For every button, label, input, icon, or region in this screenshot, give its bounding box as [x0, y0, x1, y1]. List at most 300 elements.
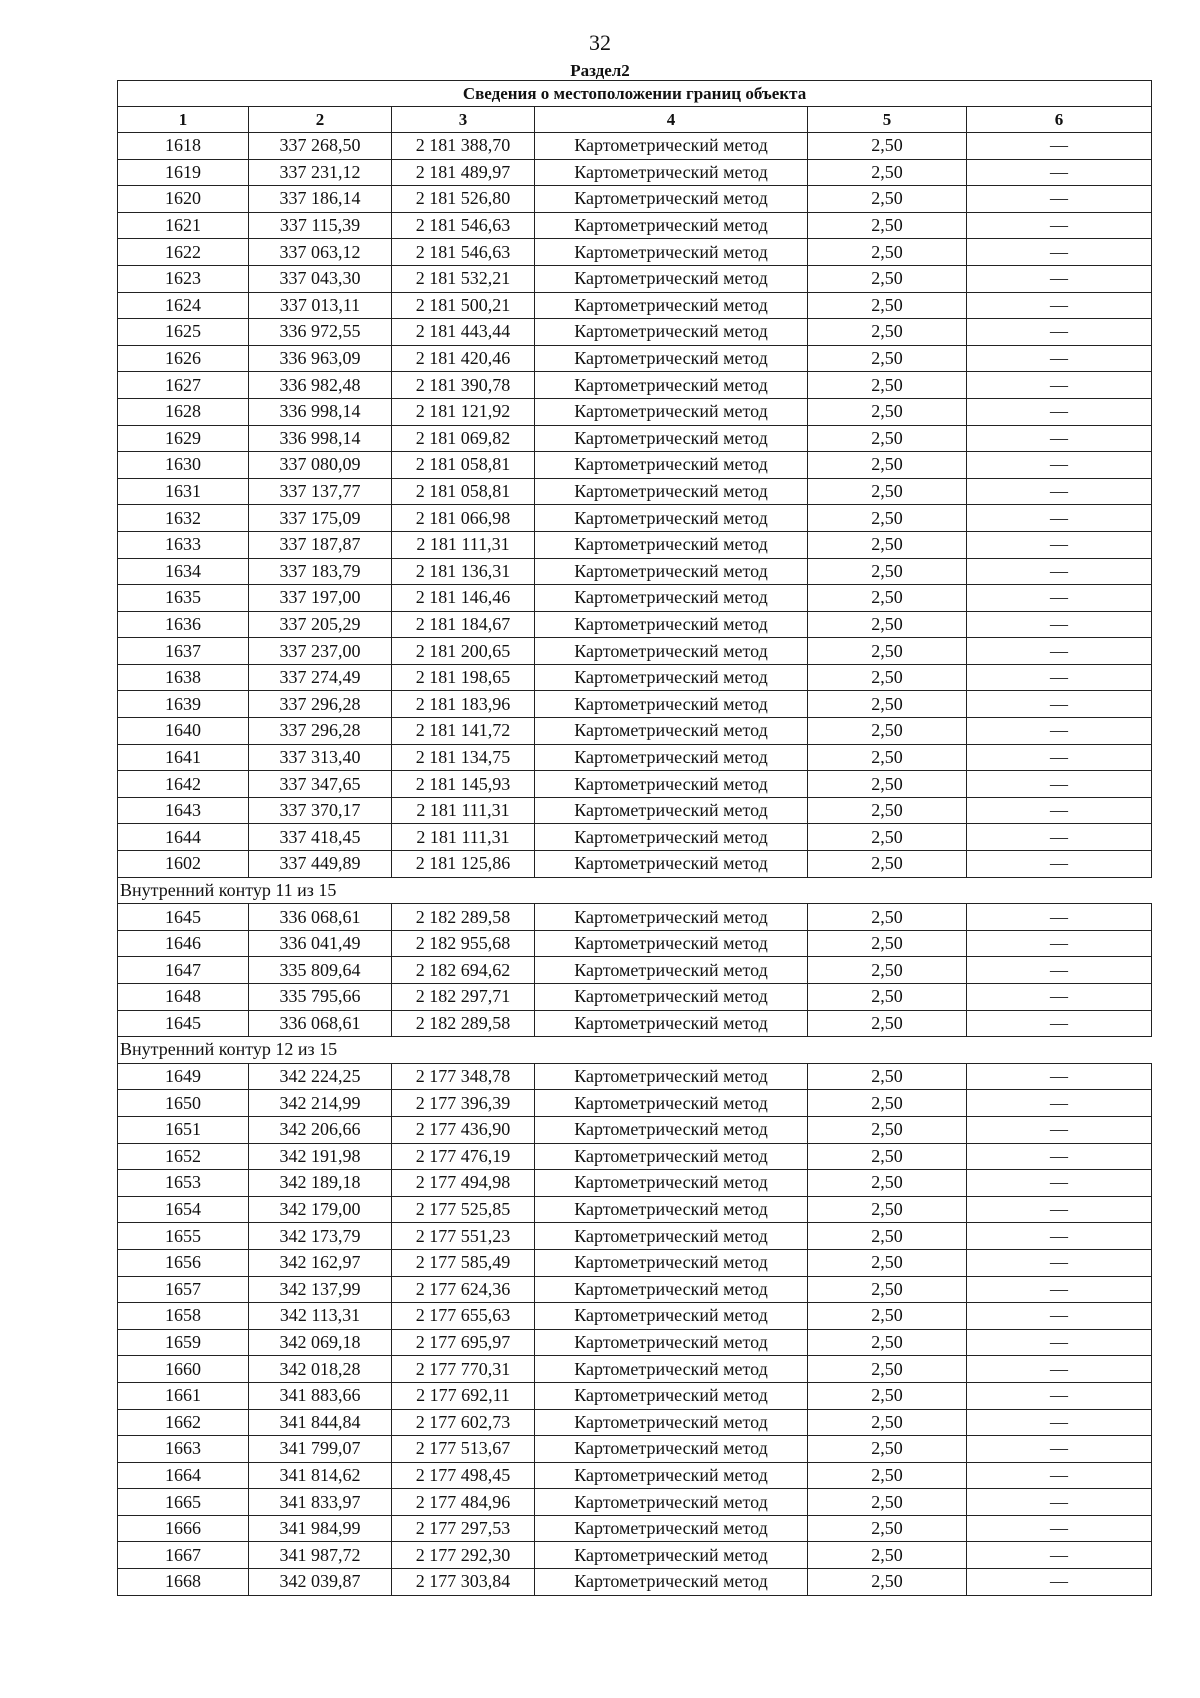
accuracy-cell: 2,50	[808, 904, 967, 931]
table-row	[118, 1489, 1152, 1516]
point-number-cell: 1661	[118, 1382, 249, 1409]
x-coordinate-cell: 337 205,29	[249, 611, 392, 638]
table-row	[118, 1542, 1152, 1569]
description-cell: —	[967, 345, 1152, 372]
method-cell: Картометрический метод	[535, 292, 808, 319]
table-row	[118, 1223, 1152, 1250]
y-coordinate-cell: 2 181 136,31	[392, 558, 535, 585]
table-row	[118, 558, 1152, 585]
description-cell: —	[967, 904, 1152, 931]
y-coordinate-cell: 2 182 289,58	[392, 904, 535, 931]
x-coordinate-cell: 337 197,00	[249, 585, 392, 612]
y-coordinate-cell: 2 181 532,21	[392, 265, 535, 292]
accuracy-cell: 2,50	[808, 159, 967, 186]
point-number-cell: 1631	[118, 478, 249, 505]
method-cell: Картометрический метод	[535, 319, 808, 346]
method-cell: Картометрический метод	[535, 664, 808, 691]
table-row	[118, 824, 1152, 851]
method-cell: Картометрический метод	[535, 1143, 808, 1170]
description-cell: —	[967, 452, 1152, 479]
x-coordinate-cell: 341 799,07	[249, 1436, 392, 1463]
x-coordinate-cell: 342 018,28	[249, 1356, 392, 1383]
point-number-cell: 1654	[118, 1196, 249, 1223]
y-coordinate-cell: 2 181 111,31	[392, 797, 535, 824]
x-coordinate-cell: 337 080,09	[249, 452, 392, 479]
table-row	[118, 1116, 1152, 1143]
x-coordinate-cell: 337 013,11	[249, 292, 392, 319]
y-coordinate-cell: 2 181 066,98	[392, 505, 535, 532]
column-header: 3	[392, 107, 535, 133]
contour-heading-row	[118, 877, 1152, 904]
table-row	[118, 797, 1152, 824]
table-row	[118, 718, 1152, 745]
accuracy-cell: 2,50	[808, 531, 967, 558]
method-cell: Картометрический метод	[535, 452, 808, 479]
x-coordinate-cell: 336 998,14	[249, 425, 392, 452]
table-body	[118, 133, 1152, 1596]
y-coordinate-cell: 2 181 184,67	[392, 611, 535, 638]
x-coordinate-cell: 342 214,99	[249, 1090, 392, 1117]
x-coordinate-cell: 342 189,18	[249, 1170, 392, 1197]
accuracy-cell: 2,50	[808, 1569, 967, 1596]
method-cell: Картометрический метод	[535, 1010, 808, 1037]
x-coordinate-cell: 341 987,72	[249, 1542, 392, 1569]
y-coordinate-cell: 2 177 292,30	[392, 1542, 535, 1569]
point-number-cell: 1656	[118, 1249, 249, 1276]
method-cell: Картометрический метод	[535, 1382, 808, 1409]
method-cell: Картометрический метод	[535, 505, 808, 532]
point-number-cell: 1625	[118, 319, 249, 346]
method-cell: Картометрический метод	[535, 425, 808, 452]
description-cell: —	[967, 1489, 1152, 1516]
accuracy-cell: 2,50	[808, 1303, 967, 1330]
description-cell: —	[967, 1010, 1152, 1037]
table-row	[118, 1303, 1152, 1330]
table-row	[118, 638, 1152, 665]
method-cell: Картометрический метод	[535, 638, 808, 665]
y-coordinate-cell: 2 177 303,84	[392, 1569, 535, 1596]
y-coordinate-cell: 2 181 125,86	[392, 851, 535, 878]
description-cell: —	[967, 585, 1152, 612]
point-number-cell: 1643	[118, 797, 249, 824]
table-row	[118, 1063, 1152, 1090]
method-cell: Картометрический метод	[535, 345, 808, 372]
table-row	[118, 664, 1152, 691]
y-coordinate-cell: 2 182 289,58	[392, 1010, 535, 1037]
description-cell: —	[967, 1436, 1152, 1463]
y-coordinate-cell: 2 181 546,63	[392, 212, 535, 239]
point-number-cell: 1639	[118, 691, 249, 718]
point-number-cell: 1647	[118, 957, 249, 984]
x-coordinate-cell: 336 068,61	[249, 1010, 392, 1037]
method-cell: Картометрический метод	[535, 904, 808, 931]
table-row	[118, 851, 1152, 878]
y-coordinate-cell: 2 177 436,90	[392, 1116, 535, 1143]
y-coordinate-cell: 2 177 494,98	[392, 1170, 535, 1197]
accuracy-cell: 2,50	[808, 1090, 967, 1117]
x-coordinate-cell: 337 043,30	[249, 265, 392, 292]
table-row	[118, 1462, 1152, 1489]
y-coordinate-cell: 2 181 058,81	[392, 452, 535, 479]
table-row	[118, 212, 1152, 239]
description-cell: —	[967, 558, 1152, 585]
table-row	[118, 265, 1152, 292]
description-cell: —	[967, 1090, 1152, 1117]
point-number-cell: 1642	[118, 771, 249, 798]
table-row	[118, 930, 1152, 957]
table-row	[118, 1356, 1152, 1383]
x-coordinate-cell: 337 296,28	[249, 718, 392, 745]
point-number-cell: 1645	[118, 904, 249, 931]
method-cell: Картометрический метод	[535, 691, 808, 718]
accuracy-cell: 2,50	[808, 1276, 967, 1303]
description-cell: —	[967, 372, 1152, 399]
x-coordinate-cell: 336 998,14	[249, 398, 392, 425]
x-coordinate-cell: 341 833,97	[249, 1489, 392, 1516]
point-number-cell: 1668	[118, 1569, 249, 1596]
table-row	[118, 372, 1152, 399]
x-coordinate-cell: 336 972,55	[249, 319, 392, 346]
point-number-cell: 1659	[118, 1329, 249, 1356]
table-row	[118, 531, 1152, 558]
y-coordinate-cell: 2 177 602,73	[392, 1409, 535, 1436]
column-header: 1	[118, 107, 249, 133]
y-coordinate-cell: 2 181 500,21	[392, 292, 535, 319]
accuracy-cell: 2,50	[808, 771, 967, 798]
table-row	[118, 505, 1152, 532]
accuracy-cell: 2,50	[808, 1196, 967, 1223]
accuracy-cell: 2,50	[808, 638, 967, 665]
method-cell: Картометрический метод	[535, 1303, 808, 1330]
x-coordinate-cell: 342 224,25	[249, 1063, 392, 1090]
method-cell: Картометрический метод	[535, 1436, 808, 1463]
point-number-cell: 1637	[118, 638, 249, 665]
method-cell: Картометрический метод	[535, 1223, 808, 1250]
point-number-cell: 1640	[118, 718, 249, 745]
table-row	[118, 1170, 1152, 1197]
accuracy-cell: 2,50	[808, 691, 967, 718]
table-row	[118, 1010, 1152, 1037]
description-cell: —	[967, 1116, 1152, 1143]
point-number-cell: 1602	[118, 851, 249, 878]
y-coordinate-cell: 2 181 145,93	[392, 771, 535, 798]
column-header: 4	[535, 107, 808, 133]
method-cell: Картометрический метод	[535, 265, 808, 292]
accuracy-cell: 2,50	[808, 1010, 967, 1037]
point-number-cell: 1644	[118, 824, 249, 851]
method-cell: Картометрический метод	[535, 1356, 808, 1383]
method-cell: Картометрический метод	[535, 186, 808, 213]
accuracy-cell: 2,50	[808, 239, 967, 266]
method-cell: Картометрический метод	[535, 558, 808, 585]
x-coordinate-cell: 336 068,61	[249, 904, 392, 931]
description-cell: —	[967, 718, 1152, 745]
method-cell: Картометрический метод	[535, 851, 808, 878]
description-cell: —	[967, 1196, 1152, 1223]
description-cell: —	[967, 1409, 1152, 1436]
accuracy-cell: 2,50	[808, 1462, 967, 1489]
table-caption: Сведения о местоположении границ объекта	[118, 81, 1152, 107]
table-row	[118, 292, 1152, 319]
table-row	[118, 186, 1152, 213]
method-cell: Картометрический метод	[535, 478, 808, 505]
description-cell: —	[967, 1382, 1152, 1409]
accuracy-cell: 2,50	[808, 398, 967, 425]
description-cell: —	[967, 930, 1152, 957]
accuracy-cell: 2,50	[808, 1515, 967, 1542]
y-coordinate-cell: 2 177 525,85	[392, 1196, 535, 1223]
table-row	[118, 1409, 1152, 1436]
description-cell: —	[967, 851, 1152, 878]
point-number-cell: 1665	[118, 1489, 249, 1516]
description-cell: —	[967, 957, 1152, 984]
accuracy-cell: 2,50	[808, 212, 967, 239]
table-row	[118, 345, 1152, 372]
point-number-cell: 1660	[118, 1356, 249, 1383]
x-coordinate-cell: 342 191,98	[249, 1143, 392, 1170]
method-cell: Картометрический метод	[535, 531, 808, 558]
method-cell: Картометрический метод	[535, 1409, 808, 1436]
description-cell: —	[967, 478, 1152, 505]
y-coordinate-cell: 2 177 348,78	[392, 1063, 535, 1090]
method-cell: Картометрический метод	[535, 1249, 808, 1276]
x-coordinate-cell: 341 814,62	[249, 1462, 392, 1489]
x-coordinate-cell: 336 963,09	[249, 345, 392, 372]
table-row	[118, 904, 1152, 931]
table-row	[118, 1382, 1152, 1409]
method-cell: Картометрический метод	[535, 744, 808, 771]
description-cell: —	[967, 398, 1152, 425]
accuracy-cell: 2,50	[808, 718, 967, 745]
description-cell: —	[967, 1143, 1152, 1170]
y-coordinate-cell: 2 177 695,97	[392, 1329, 535, 1356]
description-cell: —	[967, 1063, 1152, 1090]
method-cell: Картометрический метод	[535, 718, 808, 745]
description-cell: —	[967, 239, 1152, 266]
accuracy-cell: 2,50	[808, 133, 967, 160]
y-coordinate-cell: 2 181 526,80	[392, 186, 535, 213]
table-row	[118, 478, 1152, 505]
method-cell: Картометрический метод	[535, 797, 808, 824]
method-cell: Картометрический метод	[535, 1489, 808, 1516]
y-coordinate-cell: 2 182 694,62	[392, 957, 535, 984]
y-coordinate-cell: 2 181 390,78	[392, 372, 535, 399]
description-cell: —	[967, 1249, 1152, 1276]
x-coordinate-cell: 336 041,49	[249, 930, 392, 957]
point-number-cell: 1623	[118, 265, 249, 292]
method-cell: Картометрический метод	[535, 1116, 808, 1143]
y-coordinate-cell: 2 181 388,70	[392, 133, 535, 160]
y-coordinate-cell: 2 181 058,81	[392, 478, 535, 505]
method-cell: Картометрический метод	[535, 1542, 808, 1569]
accuracy-cell: 2,50	[808, 265, 967, 292]
point-number-cell: 1621	[118, 212, 249, 239]
point-number-cell: 1657	[118, 1276, 249, 1303]
y-coordinate-cell: 2 177 396,39	[392, 1090, 535, 1117]
point-number-cell: 1630	[118, 452, 249, 479]
y-coordinate-cell: 2 181 111,31	[392, 531, 535, 558]
table-row	[118, 1143, 1152, 1170]
point-number-cell: 1663	[118, 1436, 249, 1463]
x-coordinate-cell: 337 231,12	[249, 159, 392, 186]
point-number-cell: 1622	[118, 239, 249, 266]
point-number-cell: 1634	[118, 558, 249, 585]
x-coordinate-cell: 337 449,89	[249, 851, 392, 878]
table-row	[118, 611, 1152, 638]
accuracy-cell: 2,50	[808, 292, 967, 319]
method-cell: Картометрический метод	[535, 398, 808, 425]
method-cell: Картометрический метод	[535, 239, 808, 266]
y-coordinate-cell: 2 177 484,96	[392, 1489, 535, 1516]
description-cell: —	[967, 212, 1152, 239]
point-number-cell: 1624	[118, 292, 249, 319]
table-row	[118, 1569, 1152, 1596]
method-cell: Картометрический метод	[535, 1090, 808, 1117]
accuracy-cell: 2,50	[808, 984, 967, 1011]
y-coordinate-cell: 2 181 121,92	[392, 398, 535, 425]
point-number-cell: 1627	[118, 372, 249, 399]
y-coordinate-cell: 2 181 198,65	[392, 664, 535, 691]
description-cell: —	[967, 691, 1152, 718]
point-number-cell: 1628	[118, 398, 249, 425]
x-coordinate-cell: 337 370,17	[249, 797, 392, 824]
method-cell: Картометрический метод	[535, 133, 808, 160]
y-coordinate-cell: 2 181 200,65	[392, 638, 535, 665]
x-coordinate-cell: 337 274,49	[249, 664, 392, 691]
method-cell: Картометрический метод	[535, 212, 808, 239]
x-coordinate-cell: 341 984,99	[249, 1515, 392, 1542]
point-number-cell: 1633	[118, 531, 249, 558]
table-row	[118, 1515, 1152, 1542]
accuracy-cell: 2,50	[808, 478, 967, 505]
method-cell: Картометрический метод	[535, 930, 808, 957]
description-cell: —	[967, 1276, 1152, 1303]
accuracy-cell: 2,50	[808, 319, 967, 346]
table-row	[118, 744, 1152, 771]
accuracy-cell: 2,50	[808, 345, 967, 372]
method-cell: Картометрический метод	[535, 771, 808, 798]
table-row	[118, 1276, 1152, 1303]
x-coordinate-cell: 341 844,84	[249, 1409, 392, 1436]
column-header: 6	[967, 107, 1152, 133]
accuracy-cell: 2,50	[808, 1542, 967, 1569]
table-row	[118, 1090, 1152, 1117]
method-cell: Картометрический метод	[535, 611, 808, 638]
point-number-cell: 1655	[118, 1223, 249, 1250]
accuracy-cell: 2,50	[808, 611, 967, 638]
point-number-cell: 1664	[118, 1462, 249, 1489]
x-coordinate-cell: 342 162,97	[249, 1249, 392, 1276]
accuracy-cell: 2,50	[808, 1143, 967, 1170]
method-cell: Картометрический метод	[535, 984, 808, 1011]
accuracy-cell: 2,50	[808, 1436, 967, 1463]
table-row	[118, 771, 1152, 798]
accuracy-cell: 2,50	[808, 824, 967, 851]
description-cell: —	[967, 1223, 1152, 1250]
x-coordinate-cell: 337 175,09	[249, 505, 392, 532]
x-coordinate-cell: 335 795,66	[249, 984, 392, 1011]
x-coordinate-cell: 337 115,39	[249, 212, 392, 239]
accuracy-cell: 2,50	[808, 425, 967, 452]
table-header-row	[118, 107, 1152, 133]
description-cell: —	[967, 1515, 1152, 1542]
method-cell: Картометрический метод	[535, 1063, 808, 1090]
method-cell: Картометрический метод	[535, 957, 808, 984]
point-number-cell: 1638	[118, 664, 249, 691]
x-coordinate-cell: 337 418,45	[249, 824, 392, 851]
y-coordinate-cell: 2 181 141,72	[392, 718, 535, 745]
accuracy-cell: 2,50	[808, 585, 967, 612]
y-coordinate-cell: 2 181 489,97	[392, 159, 535, 186]
y-coordinate-cell: 2 177 498,45	[392, 1462, 535, 1489]
accuracy-cell: 2,50	[808, 851, 967, 878]
description-cell: —	[967, 1542, 1152, 1569]
method-cell: Картометрический метод	[535, 372, 808, 399]
table-row	[118, 1249, 1152, 1276]
point-number-cell: 1667	[118, 1542, 249, 1569]
accuracy-cell: 2,50	[808, 505, 967, 532]
y-coordinate-cell: 2 177 297,53	[392, 1515, 535, 1542]
table-row	[118, 585, 1152, 612]
y-coordinate-cell: 2 177 513,67	[392, 1436, 535, 1463]
description-cell: —	[967, 1303, 1152, 1330]
description-cell: —	[967, 133, 1152, 160]
table-caption-row	[118, 81, 1152, 107]
x-coordinate-cell: 342 179,00	[249, 1196, 392, 1223]
x-coordinate-cell: 337 063,12	[249, 239, 392, 266]
point-number-cell: 1652	[118, 1143, 249, 1170]
contour-heading: Внутренний контур 11 из 15	[118, 877, 1152, 904]
x-coordinate-cell: 342 113,31	[249, 1303, 392, 1330]
accuracy-cell: 2,50	[808, 1489, 967, 1516]
point-number-cell: 1651	[118, 1116, 249, 1143]
y-coordinate-cell: 2 177 551,23	[392, 1223, 535, 1250]
point-number-cell: 1662	[118, 1409, 249, 1436]
x-coordinate-cell: 342 206,66	[249, 1116, 392, 1143]
x-coordinate-cell: 337 186,14	[249, 186, 392, 213]
method-cell: Картометрический метод	[535, 1276, 808, 1303]
boundary-coordinates-table	[117, 80, 1152, 1596]
accuracy-cell: 2,50	[808, 1382, 967, 1409]
point-number-cell: 1629	[118, 425, 249, 452]
x-coordinate-cell: 337 187,87	[249, 531, 392, 558]
point-number-cell: 1636	[118, 611, 249, 638]
accuracy-cell: 2,50	[808, 1170, 967, 1197]
accuracy-cell: 2,50	[808, 558, 967, 585]
table-row	[118, 319, 1152, 346]
x-coordinate-cell: 337 268,50	[249, 133, 392, 160]
y-coordinate-cell: 2 181 111,31	[392, 824, 535, 851]
point-number-cell: 1632	[118, 505, 249, 532]
description-cell: —	[967, 425, 1152, 452]
table-row	[118, 133, 1152, 160]
point-number-cell: 1641	[118, 744, 249, 771]
method-cell: Картометрический метод	[535, 1462, 808, 1489]
y-coordinate-cell: 2 181 134,75	[392, 744, 535, 771]
description-cell: —	[967, 1170, 1152, 1197]
description-cell: —	[967, 664, 1152, 691]
method-cell: Картометрический метод	[535, 159, 808, 186]
y-coordinate-cell: 2 182 297,71	[392, 984, 535, 1011]
description-cell: —	[967, 797, 1152, 824]
description-cell: —	[967, 1569, 1152, 1596]
point-number-cell: 1648	[118, 984, 249, 1011]
point-number-cell: 1653	[118, 1170, 249, 1197]
description-cell: —	[967, 1462, 1152, 1489]
y-coordinate-cell: 2 181 183,96	[392, 691, 535, 718]
description-cell: —	[967, 265, 1152, 292]
point-number-cell: 1619	[118, 159, 249, 186]
